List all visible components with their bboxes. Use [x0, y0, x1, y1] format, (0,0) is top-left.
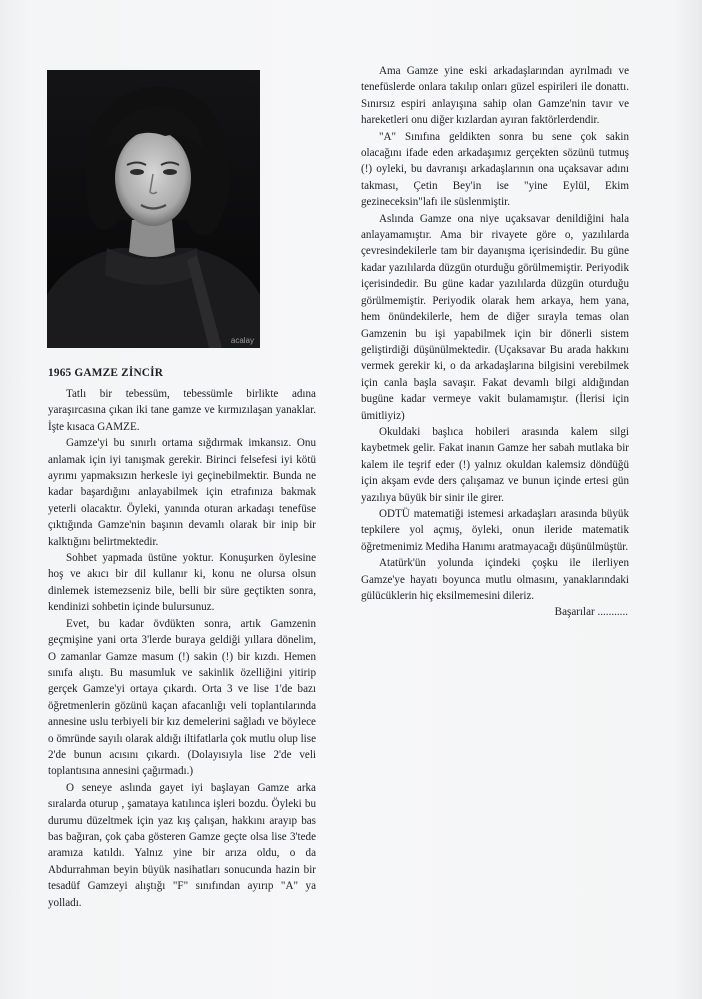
paragraph: Evet, bu kadar övdükten sonra, artık Gamzenin geçmişine yani orta 3'lerde buraya geldiği yıllara dönelim, O zamanlar Gamze masum (!) sakin (!) bir kızdı. Hemen sınıfa alıştı. Bu masumluk ve sakinlik özelliğini yitirip gerçek Gamze'yi ortaya çıkardı. Orta 3 ve lise 1'de bazı öğretmenlerin gözünü kaçan afacanlığı veli toplantılarında annesine uslu terbiyeli bir kız demelerini sağladı ve böylece o ömründe sayılı olarak aldığı iltifatlarla çok mutlu olup lise 2'de bunun acısını çıkardı. (Dolayısıyla lise 2'de veli toplantısına annesini çağırmadı.): [48, 617, 316, 778]
paragraph: Okuldaki başlıca hobileri arasında kalem silgi kaybetmek gelir. Fakat inanın Gamze her sabah mutlaka bir kalem ile teşrif eder (!) yalnız okuldan kalemsiz döndüğü için akşam evde ders çalışamaz ve bunun içinde ertesi gün yazılıya büyük bir sinir ile girer.: [361, 425, 629, 504]
right-text-column: [361, 63, 629, 621]
paragraph: Sohbet yapmada üstüne yoktur. Konuşurken öylesine hoş ve akıcı bir dil kullanır ki, konu ne olursa olsun dinlemek istemezseniz bile, belli bir süre geçtikten sonra, kendinizi sohbetin içinde bulursunuz.: [48, 552, 316, 614]
student-name-heading: 1965 GAMZE ZİNCİR: [48, 367, 164, 379]
paragraph: O seneye aslında gayet iyi başlayan Gamze arka sıralarda oturup , şamataya katılınca işleri bozdu. Öyleki bu durumu düzeltmek için yaz kış çalışan, hakkını arayıp bas bas bağıran, çok çaba gösteren Gamze geçte olsa lise 3'tede aramıza katıldı. Yalnız yine bir arıza oldu, o da Abdurrahman beyin büyük nasihatları sonucunda hazin bir tesadüf Gamzeyi alıştığı "F" sınıfından ayırıp "A" ya yolladı.: [48, 781, 316, 909]
paragraph: ODTÜ matematiği istemesi arkadaşları arasında büyük tepkilere yol açmış, öyleki, onun ileride matematik öğretmenimiz Mediha Hanımı aratmayacağı düşünülmüştür.: [361, 507, 629, 553]
portrait-image: [47, 70, 260, 348]
paragraph: Gamze'yi bu sınırlı ortama sığdırmak imkansız. Onu anlamak için iyi tanışmak gerekir. Birinci felsefesi iyi kötü ayrımı yapmaksızın herkesle iyi geçinebilmektir. Bunda ne kadar başardığını anlayabilmek için etrafınıza bakmak yeterli olacaktır. Öyleki, yanında oturan arkadaşı tenefüse çıktığında Gamze'nin başının devamlı olarak bir inip bir kalktığını belirtmektedir.: [48, 437, 316, 548]
paragraph: "A" Sınıfına geldikten sonra bu sene çok sakin olacağını ifade eden arkadaşımız gerçekten sözünü tutmuş (!) oyleki, bu davranışı arkadaşlarının ona uçaksavar adını takması, Çetin Bey'in ise "yine Eylül, Ekim gezineceksin"lafı ile süslenmiştir.: [361, 130, 629, 209]
paragraph: Ama Gamze yine eski arkadaşlarından ayrılmadı ve tenefüslerde onlara takılıp onları güzel espirileri ile donattı. Sınırsız espiri anlayışına sahip olan Gamze'nin tavır ve hareketleri onu diğer kızlardan ayıran faktörlerdendir.: [361, 65, 629, 127]
student-portrait-photo: [47, 70, 260, 348]
left-text-column: [48, 386, 316, 911]
photo-studio-watermark: acalay: [230, 336, 254, 345]
paragraph: Tatlı bir tebessüm, tebessümle birlikte adına yaraşırcasına çıkan iki tane gamze ve kırmızılaşan yanaklar. İşte kısaca GAMZE.: [48, 388, 316, 433]
signature: Başarılar ...........: [554, 606, 628, 619]
paragraph: Aslında Gamze ona niye uçaksavar denildiğini hala anlayamamıştır. Ama bir rivayete göre o, yazılılarda çevresindekilerle tam bir dayanışma içerisindedir. Bu güne kadar yazılılarda düzgün oturduğu görülmemiştir. Periyodik içerisindedir. Bu güne kadar yazılılarda düzgün oturduğu görülmemiştir. Periyodik olarak hem arkaya, hem yana, hem önündekilerle, hem de diğer sırayla temas olan Gamzenin bu işi yapabilmek için bir dönerli sistem geliştirdiği düşünülmektedir. (Uçaksavar Bu arada hakkını vermek gerekir ki, o da arkadaşlarına bilgisini verebilmek için canla başla savaşır. Fakat devamlı bilgi aldığından bugüne kadar vermeye vakit bulamamıştır. (İlerisi için ümitliyiz): [361, 212, 629, 422]
paragraph: Atatürk'ün yolunda içindeki çoşku ile ilerliyen Gamze'ye hayatı boyunca mutlu olmasını, yanaklarındaki gülücüklerin hiç eksilmemesini dileriz.: [361, 557, 629, 602]
